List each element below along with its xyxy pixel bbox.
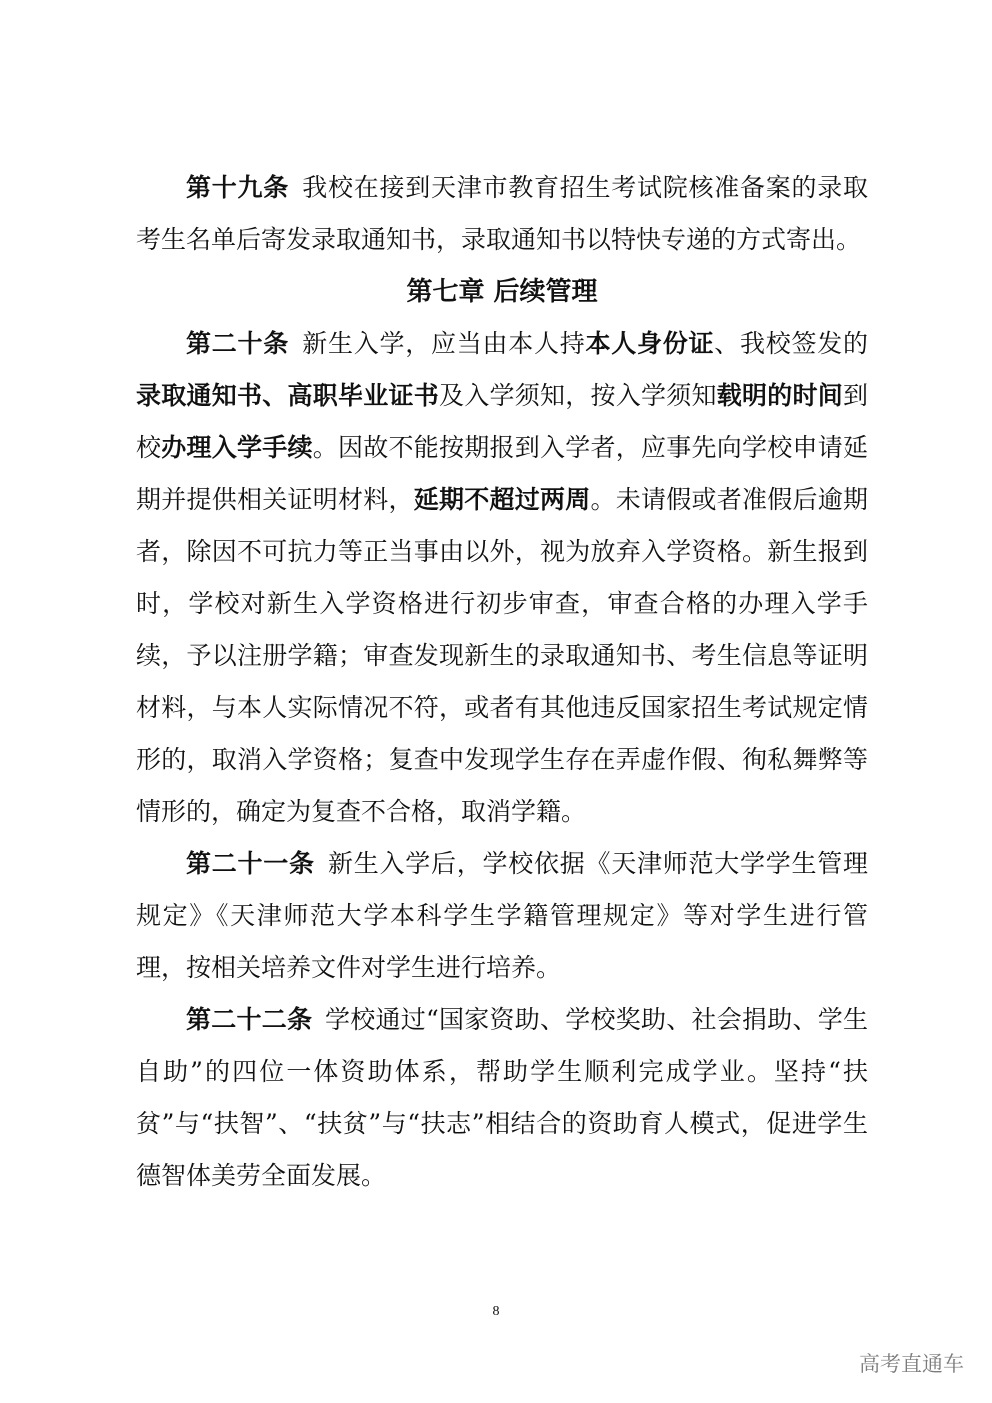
article-21-label: 第二十一条 — [186, 849, 315, 878]
page-number: 8 — [492, 1304, 500, 1319]
article-19 — [136, 162, 868, 266]
article-21 — [136, 838, 868, 994]
article-20-bold-3: 载明的时间 — [716, 381, 843, 410]
document-body — [136, 162, 868, 1202]
article-20-bold-1: 本人身份证 — [585, 329, 715, 358]
article-20-bold-4: 办理入学手续 — [161, 433, 313, 462]
chapter-7-heading: 第七章 后续管理 — [406, 277, 598, 307]
article-22 — [136, 994, 868, 1202]
article-20-bold-5: 延期不超过两周 — [413, 485, 591, 514]
article-21-text: 新生入学后，学校依据《天津师范大学学生管理规定》《天津师范大学本科学生学籍管理规定》等对学生进行管理，按相关培养文件对学生进行培养。 — [136, 849, 868, 982]
article-20-text-4: 到校 — [136, 381, 868, 462]
article-20-text-2: 、我校签发的 — [714, 329, 868, 358]
article-22-label: 第二十二条 — [186, 1005, 313, 1034]
article-22-text: 学校通过“国家资助、学校奖助、社会捐助、学生自助”的四位一体资助体系，帮助学生顺利完成学业。坚持“扶贫”与“扶智”、“扶贫”与“扶志”相结合的资助育人模式，促进学生德智体美劳全面发展。 — [136, 1005, 868, 1190]
article-20-label: 第二十条 — [186, 329, 289, 358]
article-19-text: 我校在接到天津市教育招生考试院核准备案的录取考生名单后寄发录取通知书，录取通知书以特快专递的方式寄出。 — [136, 173, 868, 254]
article-20-bold-2: 录取通知书、高职毕业证书 — [136, 381, 439, 410]
article-20 — [136, 318, 868, 838]
article-20-text-5: 。因故不能按期报到入学者，应事先向学校申请延期并提供相关证明材料， — [136, 433, 868, 514]
article-20-text-3: 及入学须知，按入学须知 — [438, 381, 717, 410]
article-19-label: 第十九条 — [186, 173, 289, 202]
article-20-text-6: 。未请假或者准假后逾期者，除因不可抗力等正当事由以外，视为放弃入学资格。新生报到时，学校对新生入学资格进行初步审查，审查合格的办理入学手续，予以注册学籍；审查发现新生的录取通知书、考生信息等证明材料，与本人实际情况不符，或者有其他违反国家招生考试规定情形的，取消入学资格；复查中发现学生存在弄虚作假、徇私舞弊等情形的，确定为复查不合格，取消学籍。 — [136, 485, 868, 826]
watermark-text: 高考直通车 — [859, 1352, 964, 1376]
article-20-text-1: 新生入学，应当由本人持 — [301, 329, 586, 358]
